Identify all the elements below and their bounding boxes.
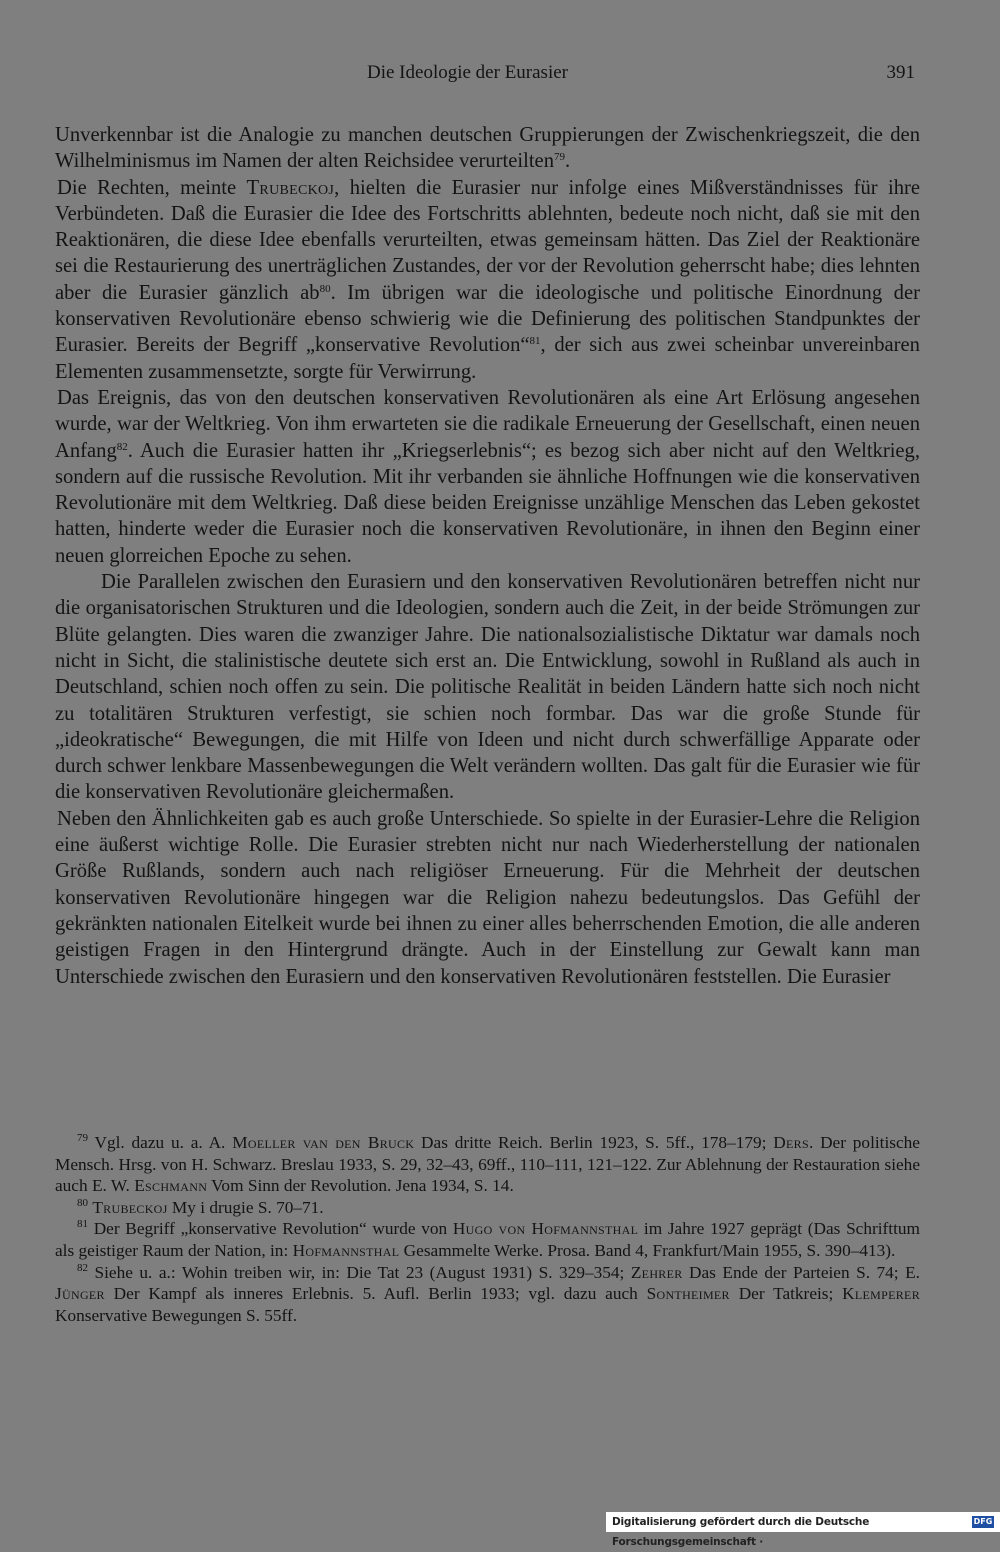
paragraph-3 xyxy=(55,385,920,569)
author-name: Hugo von Hofmannsthal xyxy=(452,1219,639,1239)
footnote-number: 82 xyxy=(77,1261,88,1274)
footnote-number: 80 xyxy=(77,1196,88,1209)
footnote-ref: 81 xyxy=(529,335,541,348)
text-run: , der sich aus zwei scheinbar unvereinbaren Elementen zusammensetzte, sorgte für Verwirrung. xyxy=(55,334,920,383)
paragraph-1 xyxy=(55,122,920,175)
text-run: Der Kampf als inneres Erlebnis. 5. Aufl. Berlin 1933; vgl. dazu auch xyxy=(104,1284,647,1304)
funding-footer xyxy=(606,1512,1000,1548)
text-run: Siehe u. a.: Wohin treiben wir, in: Die Tat 23 (August 1931) S. 329–354; xyxy=(88,1262,631,1282)
author-name: Hofmannsthal xyxy=(292,1240,400,1260)
text-run: . Der politische Mensch. Hrsg. von H. Schwarz. Breslau 1933, S. 29, 32–43, 69ff., 110–111, 121–122. Zur Ablehnung der Restauration siehe auch E. W. xyxy=(55,1133,920,1196)
text-run: Der Tatkreis; xyxy=(729,1284,843,1304)
author-name: Ders xyxy=(773,1133,809,1152)
funding-text: Digitalisierung gefördert durch die Deutsche Forschungsgemeinschaft · xyxy=(612,1516,870,1548)
text-run: . xyxy=(565,150,571,173)
running-title: Die Ideologie der Eurasier xyxy=(367,62,568,83)
text-run: My i drugie S. 70–71. xyxy=(167,1197,324,1217)
text-run: Konservative Bewegungen S. 55ff. xyxy=(55,1305,298,1325)
text-run: Unverkennbar ist die Analogie zu manchen deutschen Gruppierungen der Zwischenkriegszeit, die den Wilhelminismus im Namen der alten Reichsidee verurteilten xyxy=(55,124,920,173)
text-run: . Auch die Eurasier hatten ihr „Kriegserlebnis“; es bezog sich aber nicht auf den Weltkrieg, sondern auf die russische Revolution. Mit ihr verbanden sie ähnliche Hoffnungen wie die konservativen Revolutionäre mit dem Weltkrieg. Daß diese beiden Ereignisse unzählige Menschen das Leben gekostet hatten, hinderte weder die Eurasier noch die konservativen Revolutionäre, in ihnen den Beginn einer neuen glorreichen Epoche zu sehen. xyxy=(55,439,920,567)
author-name: Jünger xyxy=(55,1284,105,1304)
text-run: Das dritte Reich. Berlin 1923, S. 5ff., 178–179; xyxy=(414,1133,774,1152)
author-name: Sontheimer xyxy=(646,1284,730,1304)
text-run: Das Ende der Parteien S. 74; E. xyxy=(682,1262,920,1282)
footnote-80 xyxy=(55,1197,920,1219)
footnote-79 xyxy=(55,1132,920,1197)
text-run: Gesammelte Werke. Prosa. Band 4, Frankfurt/Main 1955, S. 390–413). xyxy=(399,1240,896,1260)
author-name: Moeller van den Bruck xyxy=(232,1133,415,1152)
main-text xyxy=(55,122,920,990)
footnotes xyxy=(55,1132,920,1326)
footnote-ref: 80 xyxy=(319,282,331,295)
footnote-number: 81 xyxy=(77,1218,88,1231)
footnote-81 xyxy=(55,1218,920,1261)
text-run: im Jahre 1927 geprägt (Das Schrifttum als geistiger Raum der Nation, in: xyxy=(55,1219,920,1260)
text-run: Vom Sinn der Revolution. Jena 1934, S. 14. xyxy=(207,1176,514,1196)
footnote-number: 79 xyxy=(77,1132,88,1144)
text-run: Der Begriff „konservative Revolution“ wurde von xyxy=(88,1219,453,1239)
page-number: 391 xyxy=(886,62,915,83)
text-run: . Im übrigen war die ideologische und politische Einordnung der konservativen Revolutionäre ebenso schwierig wie die Definierung des politischen Standpunktes der Eurasier. Bereits der Begriff „konservative Revolution“ xyxy=(55,281,920,357)
footnote-ref: 79 xyxy=(554,151,565,164)
text-run: Vgl. dazu u. a. A. xyxy=(88,1133,233,1152)
footnote-82 xyxy=(55,1262,920,1327)
text-run: Die Rechten, meinte xyxy=(57,176,247,199)
author-name: Trubeckoj xyxy=(92,1197,168,1217)
author-name: Trubeckoj xyxy=(246,176,335,199)
text-run: Das Ereignis, das von den deutschen konservativen Revolutionären als eine Art Erlösung angesehen wurde, war der Weltkrieg. Von ihm erwarteten sie die radikale Erneuerung der Gesellschaft, einen neuen Anfang xyxy=(55,386,920,462)
paragraph-2 xyxy=(55,175,920,385)
footnote-ref: 82 xyxy=(116,440,128,453)
paragraph-4: Die Parallelen zwischen den Eurasiern und den konservativen Revolutionären betreffen nicht nur die organisatorischen Strukturen und die Ideologien, sondern auch die Zeit, in der beide Strömungen zur Blüte gelangten. Dies waren die zwanziger Jahre. Die nationalsozialistische Diktatur war damals noch nicht in Sicht, die stalinistische deutete sich erst an. Die Entwicklung, sowohl in Rußland als auch in Deutschland, schien noch offen zu sein. Die politische Realität in beiden Ländern hatte sich noch nicht zu totalitären Strukturen verfestigt, sie schien noch formbar. Das war die große Stunde für „ideokratische“ Bewegungen, die mit Hilfe von Ideen und nicht durch schwerfällige Apparate oder durch schwer lenkbare Massenbewegungen die Welt verändern wollten. Das galt für die Eurasier wie für die konservativen Revolutionäre gleichermaßen. xyxy=(55,571,920,804)
dfg-logo-icon: DFG xyxy=(973,1517,993,1526)
paragraph-5: Neben den Ähnlichkeiten gab es auch große Unterschiede. So spielte in der Eurasier-Lehre die Religion eine äußerst wichtige Rolle. Die Eurasier strebten nicht nur nach Wiederherstellung der nationalen Größe Rußlands, sondern auch nach religiöser Erneuerung. Für die Mehrheit der deutschen konservativen Revolutionäre hingegen war die Religion nahezu bedeutungslos. Das Gefühl der gekränkten nationalen Eitelkeit wurde bei ihnen zu einer alles beherrschenden Emotion, die alle anderen geistigen Fragen in den Hintergrund drängte. Auch in der Einstellung zur Gewalt kann man Unterschiede zwischen den Eurasiern und den konservativen Revolutionären feststellen. Die Eurasier xyxy=(55,807,920,988)
author-name: Zehrer xyxy=(630,1262,683,1282)
page-header xyxy=(55,62,925,90)
author-name: Klemperer xyxy=(842,1284,920,1304)
text-run: , hielten die Eurasier nur infolge eines Mißverständnisses für ihre Verbündeten. Daß die Eurasier die Idee des Fortschritts ablehnten, bedeute noch nicht, daß sie mit den Reaktionären, die diese Idee ebenfalls verurteilten, etwas gemeinsam hätten. Das Ziel der Reaktionäre sei die Restaurierung des unerträglichen Zustandes, der vor der Revolution geherrscht habe; dies lehnten aber die Eurasier gänzlich ab xyxy=(55,176,920,304)
author-name: Eschmann xyxy=(134,1176,208,1196)
